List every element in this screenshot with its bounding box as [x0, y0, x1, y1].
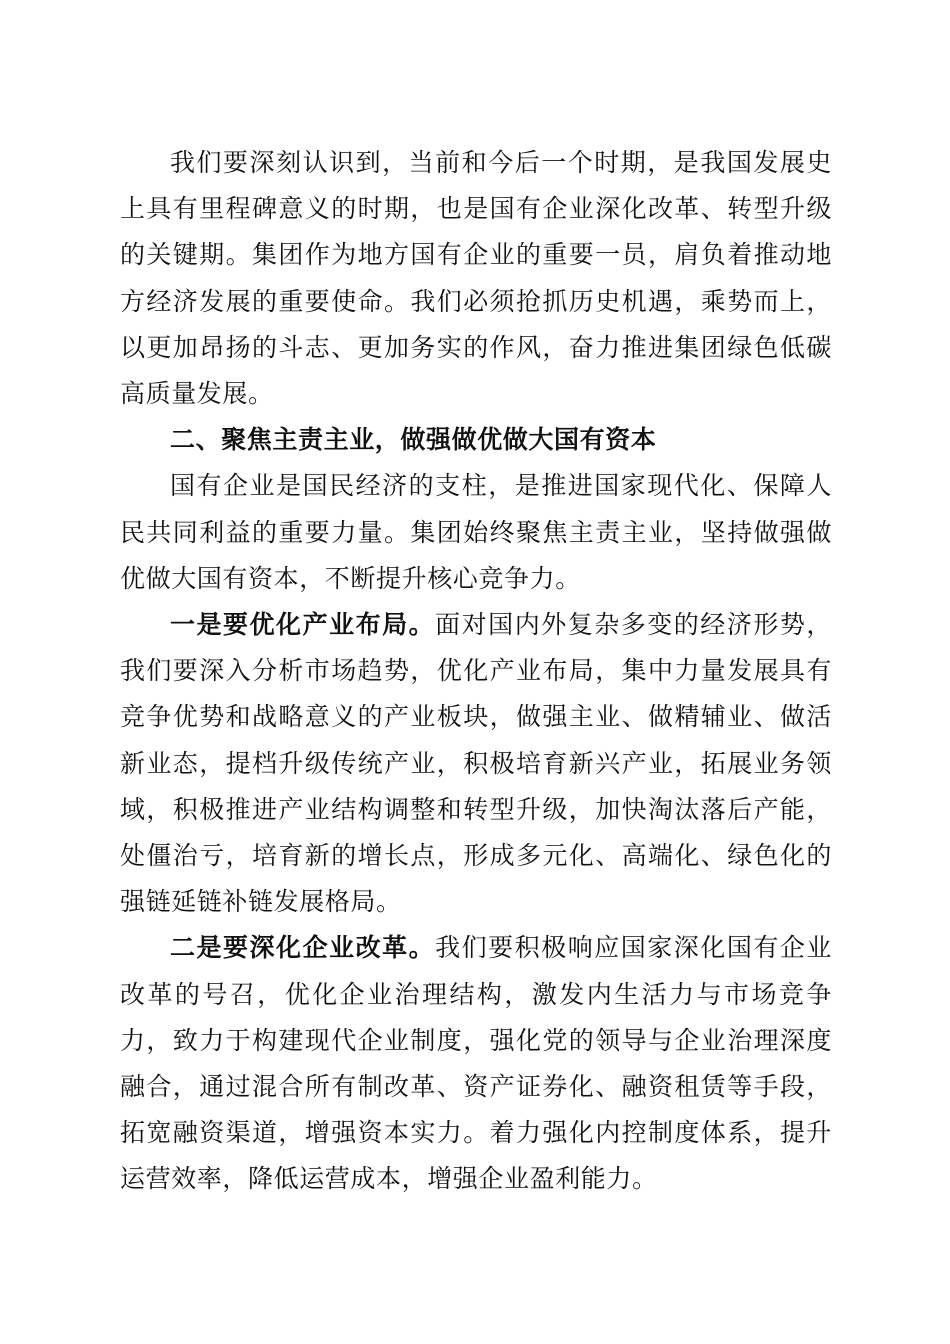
paragraph-industry-layout-lead: 一是要优化产业布局。 [170, 610, 436, 640]
paragraph-intro [120, 140, 832, 417]
paragraph-intro-text: 我们要深刻认识到，当前和今后一个时期，是我国发展史上具有里程碑意义的时期，也是国有企业深化改革、转型升级的关键期。集团作为地方国有企业的重要一员，肩负着推动地方经济发展的重要使命。我们必须抢抓历史机遇，乘势而上，以更加昂扬的斗志、更加务实的作风，奋力推进集团绿色低碳高质量发展。 [120, 148, 832, 409]
paragraph-overview [120, 463, 832, 602]
paragraph-enterprise-reform [120, 925, 832, 1202]
section-heading-text: 二、聚焦主责主业，做强做优做大国有资本 [170, 425, 657, 455]
section-heading [120, 417, 832, 463]
paragraph-industry-layout [120, 602, 832, 925]
paragraph-enterprise-reform-lead: 二是要深化企业改革。 [170, 933, 436, 963]
paragraph-overview-text: 国有企业是国民经济的支柱，是推进国家现代化、保障人民共同利益的重要力量。集团始终聚焦主责主业，坚持做强做优做大国有资本，不断提升核心竞争力。 [120, 471, 832, 593]
paragraph-enterprise-reform-text: 我们要积极响应国家深化国有企业改革的号召，优化企业治理结构，激发内生活力与市场竞争力，致力于构建现代企业制度，强化党的领导与企业治理深度融合，通过混合所有制改革、资产证券化、融资租赁等手段，拓宽融资渠道，增强资本实力。着力强化内控制度体系，提升运营效率，降低运营成本，增强企业盈利能力。 [120, 933, 832, 1194]
document-page [120, 140, 832, 1203]
paragraph-industry-layout-text: 面对国内外复杂多变的经济形势，我们要深入分析市场趋势，优化产业布局，集中力量发展具有竞争优势和战略意义的产业板块，做强主业、做精辅业、做活新业态，提档升级传统产业，积极培育新兴产业，拓展业务领域，积极推进产业结构调整和转型升级，加快淘汰落后产能，处僵治亏，培育新的增长点，形成多元化、高端化、绿色化的强链延链补链发展格局。 [120, 610, 832, 917]
